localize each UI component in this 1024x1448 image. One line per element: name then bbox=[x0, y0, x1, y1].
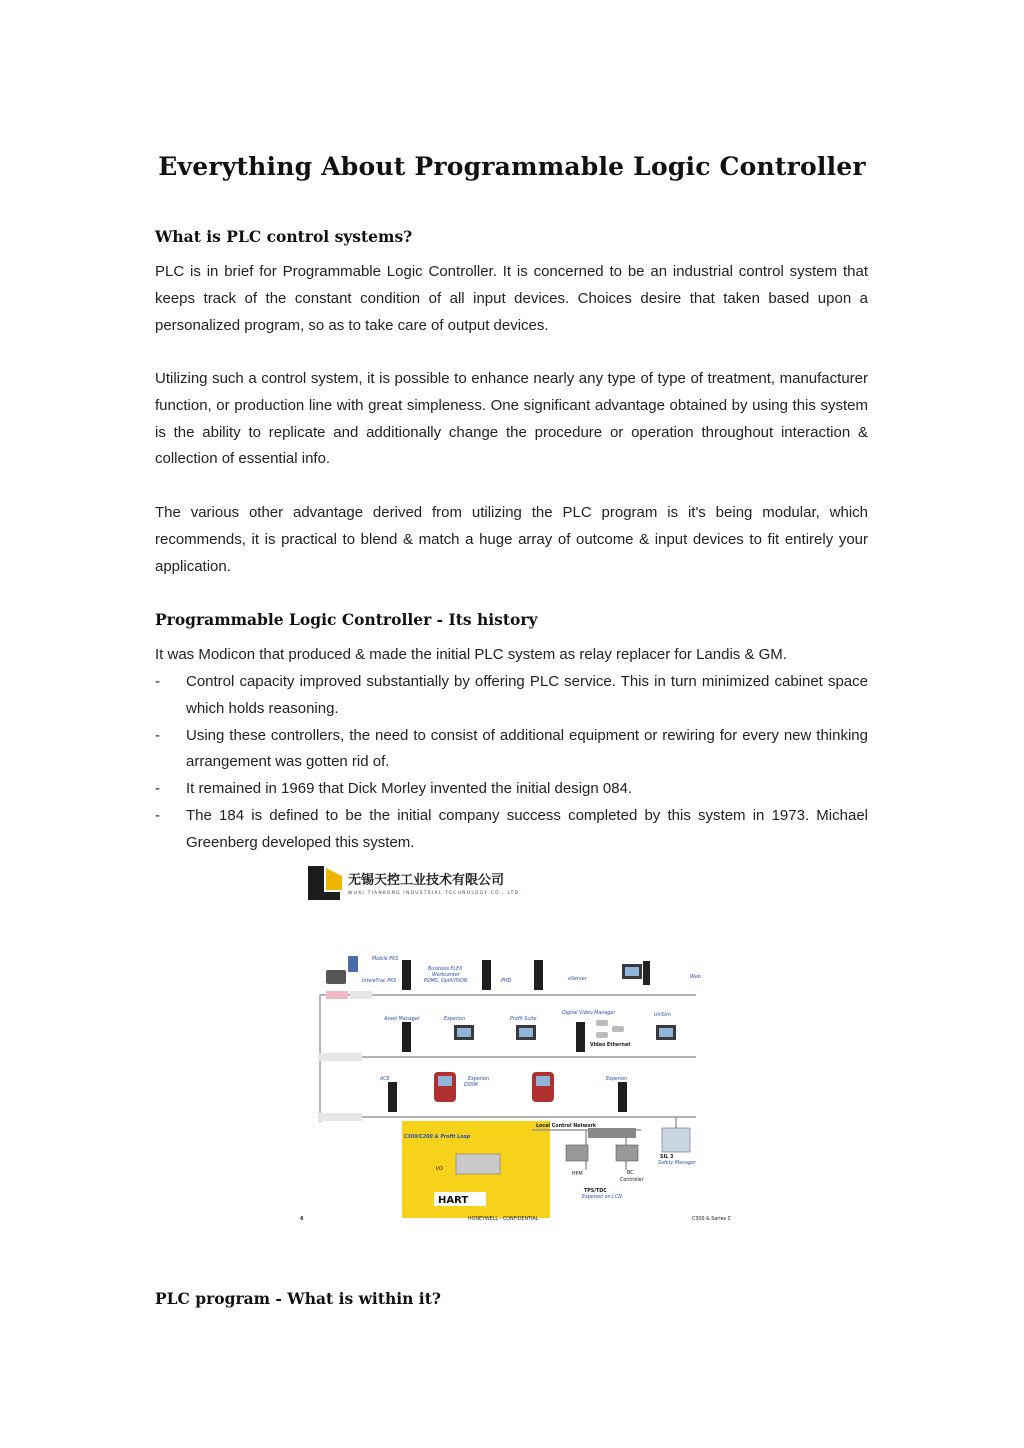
label-series: C300 & Series C bbox=[692, 1217, 731, 1222]
label-web: Web bbox=[690, 975, 701, 980]
label-profit-suite: Profit Suite bbox=[510, 1017, 537, 1022]
server-icon bbox=[388, 1082, 397, 1112]
label-io: I/O bbox=[436, 1167, 443, 1172]
label-c300: C300/C200 & Profit Loop bbox=[404, 1135, 471, 1140]
list-item-text: The 184 is defined to be the initial company success completed by this system in 1973. Michael Greenberg developed this system. bbox=[186, 806, 868, 851]
label-safety-manager: Safety Manager bbox=[658, 1161, 696, 1166]
label-intellatrac: IntelaTrac PKS bbox=[362, 979, 397, 984]
plc-architecture-figure bbox=[296, 860, 736, 1232]
video-cameras bbox=[596, 1020, 624, 1038]
logo-mark-yellow bbox=[326, 868, 342, 890]
paragraph-modular-advantage: The various other advantage derived from utilizing the PLC program is it's being modular, which recommends, it is practical to blend & match a huge array of outcome & input devices to fit entirely your application. bbox=[155, 504, 868, 575]
label-asset-manager: Asset Manager bbox=[384, 1017, 420, 1022]
label-confidential: HONEYWELL - CONFIDENTIAL bbox=[468, 1217, 539, 1222]
document-title: Everything About Programmable Logic Controller bbox=[158, 152, 866, 181]
bullet-dash: - bbox=[155, 780, 160, 798]
list-item-text: It remained in 1969 that Dick Morley invented the initial design 084. bbox=[186, 780, 633, 798]
label-dvm: Digital Video Manager bbox=[562, 1011, 616, 1016]
list-item bbox=[155, 803, 868, 857]
server-icon bbox=[402, 1022, 411, 1052]
label-eserver: eServer bbox=[568, 977, 587, 982]
list-item bbox=[155, 723, 868, 777]
paragraph-control-system-advantage: Utilizing such a control system, it is possible to enhance nearly any type of type of treatment, manufacturer function, or production line with great simpleness. One significant advantage obtained by using this system is the ability to replicate and additionally change the procedure or operation throughout interaction & collection of essential info. bbox=[155, 370, 868, 468]
label-phd: PHD bbox=[501, 979, 512, 984]
list-item bbox=[155, 776, 868, 803]
network-tag-business bbox=[326, 991, 348, 999]
hart-label: HART bbox=[438, 1195, 469, 1206]
label-ace: ACE bbox=[380, 1077, 390, 1082]
lcn-bar bbox=[588, 1128, 636, 1138]
logo-english-name: WUXI TIANKONG INDUSTRIAL TECHNOLOGY CO., LTD. bbox=[348, 891, 522, 896]
section-heading-what-is-plc: What is PLC control systems? bbox=[155, 227, 413, 246]
label-lcn: Local Control Network bbox=[536, 1124, 597, 1129]
bullet-dash: - bbox=[155, 673, 160, 690]
label-experion-2: Experion bbox=[468, 1077, 490, 1082]
label-dssm: DSSM bbox=[464, 1083, 478, 1088]
monitor-top-right bbox=[622, 961, 650, 985]
server-towers-top bbox=[402, 960, 543, 990]
server-icon bbox=[618, 1082, 627, 1112]
label-experion-3: Experion bbox=[606, 1077, 628, 1082]
label-business-flex: Business FLEX bbox=[428, 967, 463, 972]
hart-logo bbox=[434, 1192, 486, 1206]
server-towers-middle bbox=[402, 1022, 585, 1052]
paragraph-plc-intro: PLC is in brief for Programmable Logic Controller. It is concerned to be an industrial control system that keeps track of the constant condition of all input devices. Choices desire that taken based upon a personalized program, so as to take care of output devices. bbox=[155, 263, 868, 334]
label-video-ethernet: Video Ethernet bbox=[590, 1043, 631, 1048]
list-item-text: Using these controllers, the need to consist of additional equipment or rewiring for every new thinking arrangement was gotten rid of. bbox=[186, 726, 868, 771]
network-tag-plant bbox=[350, 991, 372, 999]
label-page-number: 4 bbox=[300, 1217, 304, 1222]
network-tag-advanced bbox=[318, 1053, 362, 1061]
bullet-dash: - bbox=[155, 806, 160, 824]
server-icon bbox=[402, 960, 411, 990]
network-tag-supervisory bbox=[318, 1113, 362, 1121]
label-controller: Controller bbox=[620, 1178, 644, 1183]
label-workcenter: Workcenter bbox=[432, 973, 460, 978]
label-unisim: UniSim bbox=[654, 1013, 671, 1018]
architecture-diagram bbox=[296, 860, 736, 1232]
label-experion-lcn: Experion on LCN bbox=[582, 1195, 622, 1200]
company-logo bbox=[308, 866, 522, 900]
workstation-middle bbox=[454, 1025, 676, 1040]
bullet-dash: - bbox=[155, 726, 160, 744]
server-icon bbox=[576, 1022, 585, 1052]
server-towers-bottom bbox=[388, 1082, 627, 1112]
section-heading-plc-program: PLC program - What is within it? bbox=[155, 1289, 441, 1308]
label-poms: POMS, OptiVISION bbox=[424, 979, 468, 984]
label-tps: TPS/TDC bbox=[584, 1189, 607, 1194]
history-bullet-list bbox=[155, 669, 868, 857]
server-icon bbox=[534, 960, 543, 990]
server-icon bbox=[482, 960, 491, 990]
logo-chinese-name: 无锡天控工业技术有限公司 bbox=[348, 873, 505, 888]
label-experion-1: Experion bbox=[444, 1017, 466, 1022]
label-bc: BC bbox=[627, 1171, 634, 1176]
list-item bbox=[155, 669, 868, 723]
operator-consoles bbox=[434, 1072, 554, 1102]
label-mobile: Mobile PKS bbox=[372, 957, 399, 962]
list-item-text: Control capacity improved substantially by offering PLC service. This in turn minimized cabinet space which holds reasoning. bbox=[186, 673, 868, 717]
paragraph-history-intro: It was Modicon that produced & made the initial PLC system as relay replacer for Landis & GM. bbox=[155, 646, 787, 663]
label-sil: SIL 3 bbox=[660, 1155, 674, 1160]
label-hpm: HPM bbox=[572, 1172, 583, 1177]
mobile-devices bbox=[326, 956, 358, 984]
section-heading-history: Programmable Logic Controller - Its history bbox=[155, 610, 538, 629]
